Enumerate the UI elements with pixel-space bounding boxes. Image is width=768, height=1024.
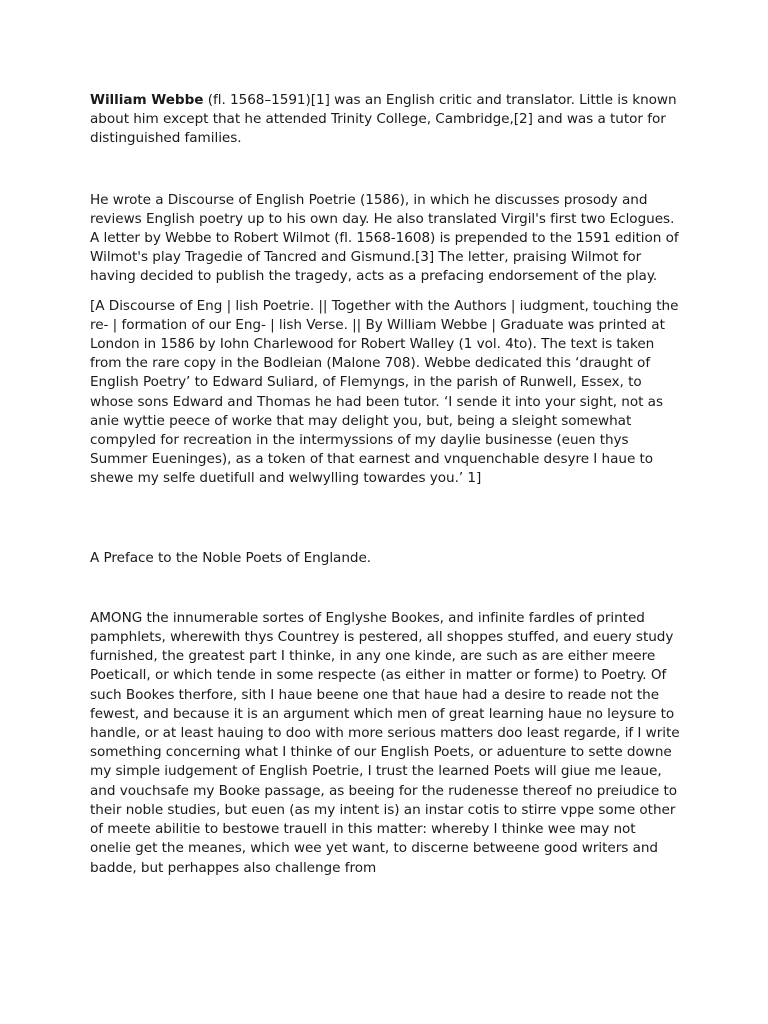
bio-text: (fl. 1568–1591)[1] was an English critic and translator. Little is known about him except that he attended Trinity College, Cambridge,[2] and was a tutor for distinguished families.	[90, 92, 677, 147]
document-body	[90, 91, 680, 878]
author-name: William Webbe	[90, 92, 204, 108]
preface-paragraph: AMONG the innumerable sortes of Englyshe Bookes, and infinite fardles of printed pamphlets, wherewith thys Countrey is pestered, all shoppes stuffed, and euery study furnished, the greatest part I thinke, in any one kinde, are such as are either meere Poeticall, or which tende in some respecte (as either in matter or forme) to Poetry. Of such Bookes therfore, sith I haue beene one that haue had a desire to reade not the fewest, and because it is an argument which men of great learning haue no leysure to handle, or at least hauing to doo with more serious matters doo least regarde, if I write something concerning what I thinke of our English Poets, or aduenture to sette downe my simple iudgement of English Poetrie, I trust the learned Poets will giue me leaue, and vouchsafe my Booke passage, as beeing for the rudenesse thereof no preiudice to their noble studies, but euen (as my intent is) an instar cotis to stirre vppe some other of meete abilitie to bestowe trauell in this matter: whereby I thinke wee may not onelie get the meanes, which wee yet want, to discerne betweene good writers and badde, but perhappes also challenge from	[90, 609, 680, 876]
bio-paragraph	[90, 91, 680, 149]
preface-title: A Preface to the Noble Poets of Englande.	[90, 549, 372, 566]
work-paragraph: He wrote a Discourse of English Poetrie (1586), in which he discusses prosody and reviews English poetry up to his own day. He also translated Virgil's first two Eclogues. A letter by Webbe to Robert Wilmot (fl. 1568-1608) is prepended to the 1591 edition of Wilmot's play Tragedie of Tancred and Gismund.[3] The letter, praising Wilmot for having decided to publish the tragedy, acts as a prefacing endorsement of the play.	[90, 191, 679, 285]
bibliographic-note-paragraph: [A Discourse of Eng | lish Poetrie. || Together with the Authors | iudgment, touching the re- | formation of our Eng- | lish Verse. || By William Webbe | Graduate was printed at London in 1586 by Iohn Charlewood for Robert Walley (1 vol. 4to). The text is taken from the rare copy in the Bodleian (Malone 708). Webbe dedicated this ‘draught of English Poetry’ to Edward Suliard, of Flemyngs, in the parish of Runwell, Essex, to whose sons Edward and Thomas he had been tutor. ‘I sende it into your sight, not as anie wyttie peece of worke that may delight you, but, being a sleight somewhat compyled for recreation in the intermyssions of my daylie businesse (euen thys Summer Eueninges), as a token of that earnest and vnquenchable desyre I haue to shewe my selfe duetifull and welwylling towardes you.’ 1]	[90, 297, 679, 487]
